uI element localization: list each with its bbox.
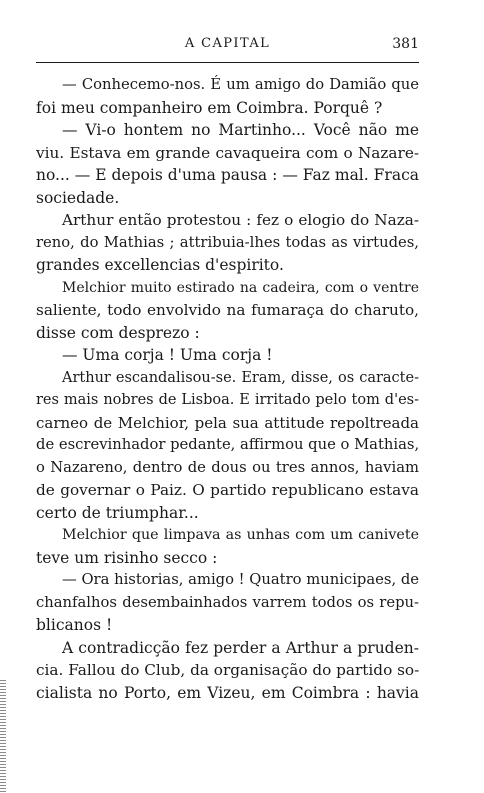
text-line: Melchior muito estirado na cadeira, com o ventre	[62, 279, 419, 296]
page-edge-shadow	[0, 680, 6, 793]
text-line: Arthur escandalisou-se. Eram, disse, os caracte-	[62, 369, 419, 386]
text-line: cialista no Porto, em Vizeu, em Coimbra : havia	[36, 683, 419, 702]
text-line: grandes excellencias d'espirito.	[36, 256, 284, 274]
text-line: o Nazareno, dentro de dous ou tres annos, haviam	[36, 458, 419, 476]
text-line: sociedade.	[36, 188, 120, 207]
text-line: saliente, todo envolvido na fumaraça do charuto,	[36, 301, 419, 319]
text-line: — Ora historias, amigo ! Quatro municipaes, de	[62, 571, 419, 588]
text-line: chanfalhos desembainhados varrem todos os repu-	[36, 593, 419, 611]
text-line: viu. Estava em grande cavaqueira com o Nazare-	[36, 143, 419, 162]
page-header	[36, 36, 419, 63]
text-line: — Uma corja ! Uma corja !	[62, 346, 273, 364]
text-line: disse com desprezo :	[36, 323, 200, 342]
text-line: reno, do Mathias ; attribuia-lhes todas as virtudes,	[36, 233, 419, 251]
text-line: carneo de Melchior, pela sua attitude repoltreada	[36, 413, 419, 432]
text-line: no... — E depois d'uma pausa : — Faz mal. Fraca	[36, 166, 419, 184]
text-line: Arthur então protestou : fez o elogio do Naza-	[62, 211, 419, 229]
text-line: de escrevinhador pedante, affirmou que o Mathias,	[36, 436, 419, 453]
page-number: 381	[392, 36, 419, 52]
text-line: certo de triumphar...	[36, 503, 199, 522]
text-line: A contradicção fez perder a Arthur a pruden-	[62, 638, 419, 657]
running-head: A CAPITAL	[184, 36, 271, 51]
text-line: Melchior que limpava as unhas com um canivete	[62, 527, 419, 543]
text-line: de governar o Paiz. O partido republicano estava	[36, 481, 419, 499]
text-line: res mais nobres de Lisboa. E irritado pelo tom d'es-	[36, 392, 419, 408]
body-text	[36, 74, 419, 704]
text-line: foi meu companheiro em Coimbra. Porquê ?	[36, 98, 383, 117]
text-line: — Conhecemo-nos. É um amigo do Damião que	[62, 76, 419, 93]
text-line: blicanos !	[36, 616, 113, 634]
text-line: teve um risinho secco :	[36, 548, 218, 567]
text-line: — Vi-o hontem no Martinho... Você não me	[62, 121, 419, 139]
text-line: cia. Fallou do Club, da organisação do partido so-	[36, 661, 419, 679]
